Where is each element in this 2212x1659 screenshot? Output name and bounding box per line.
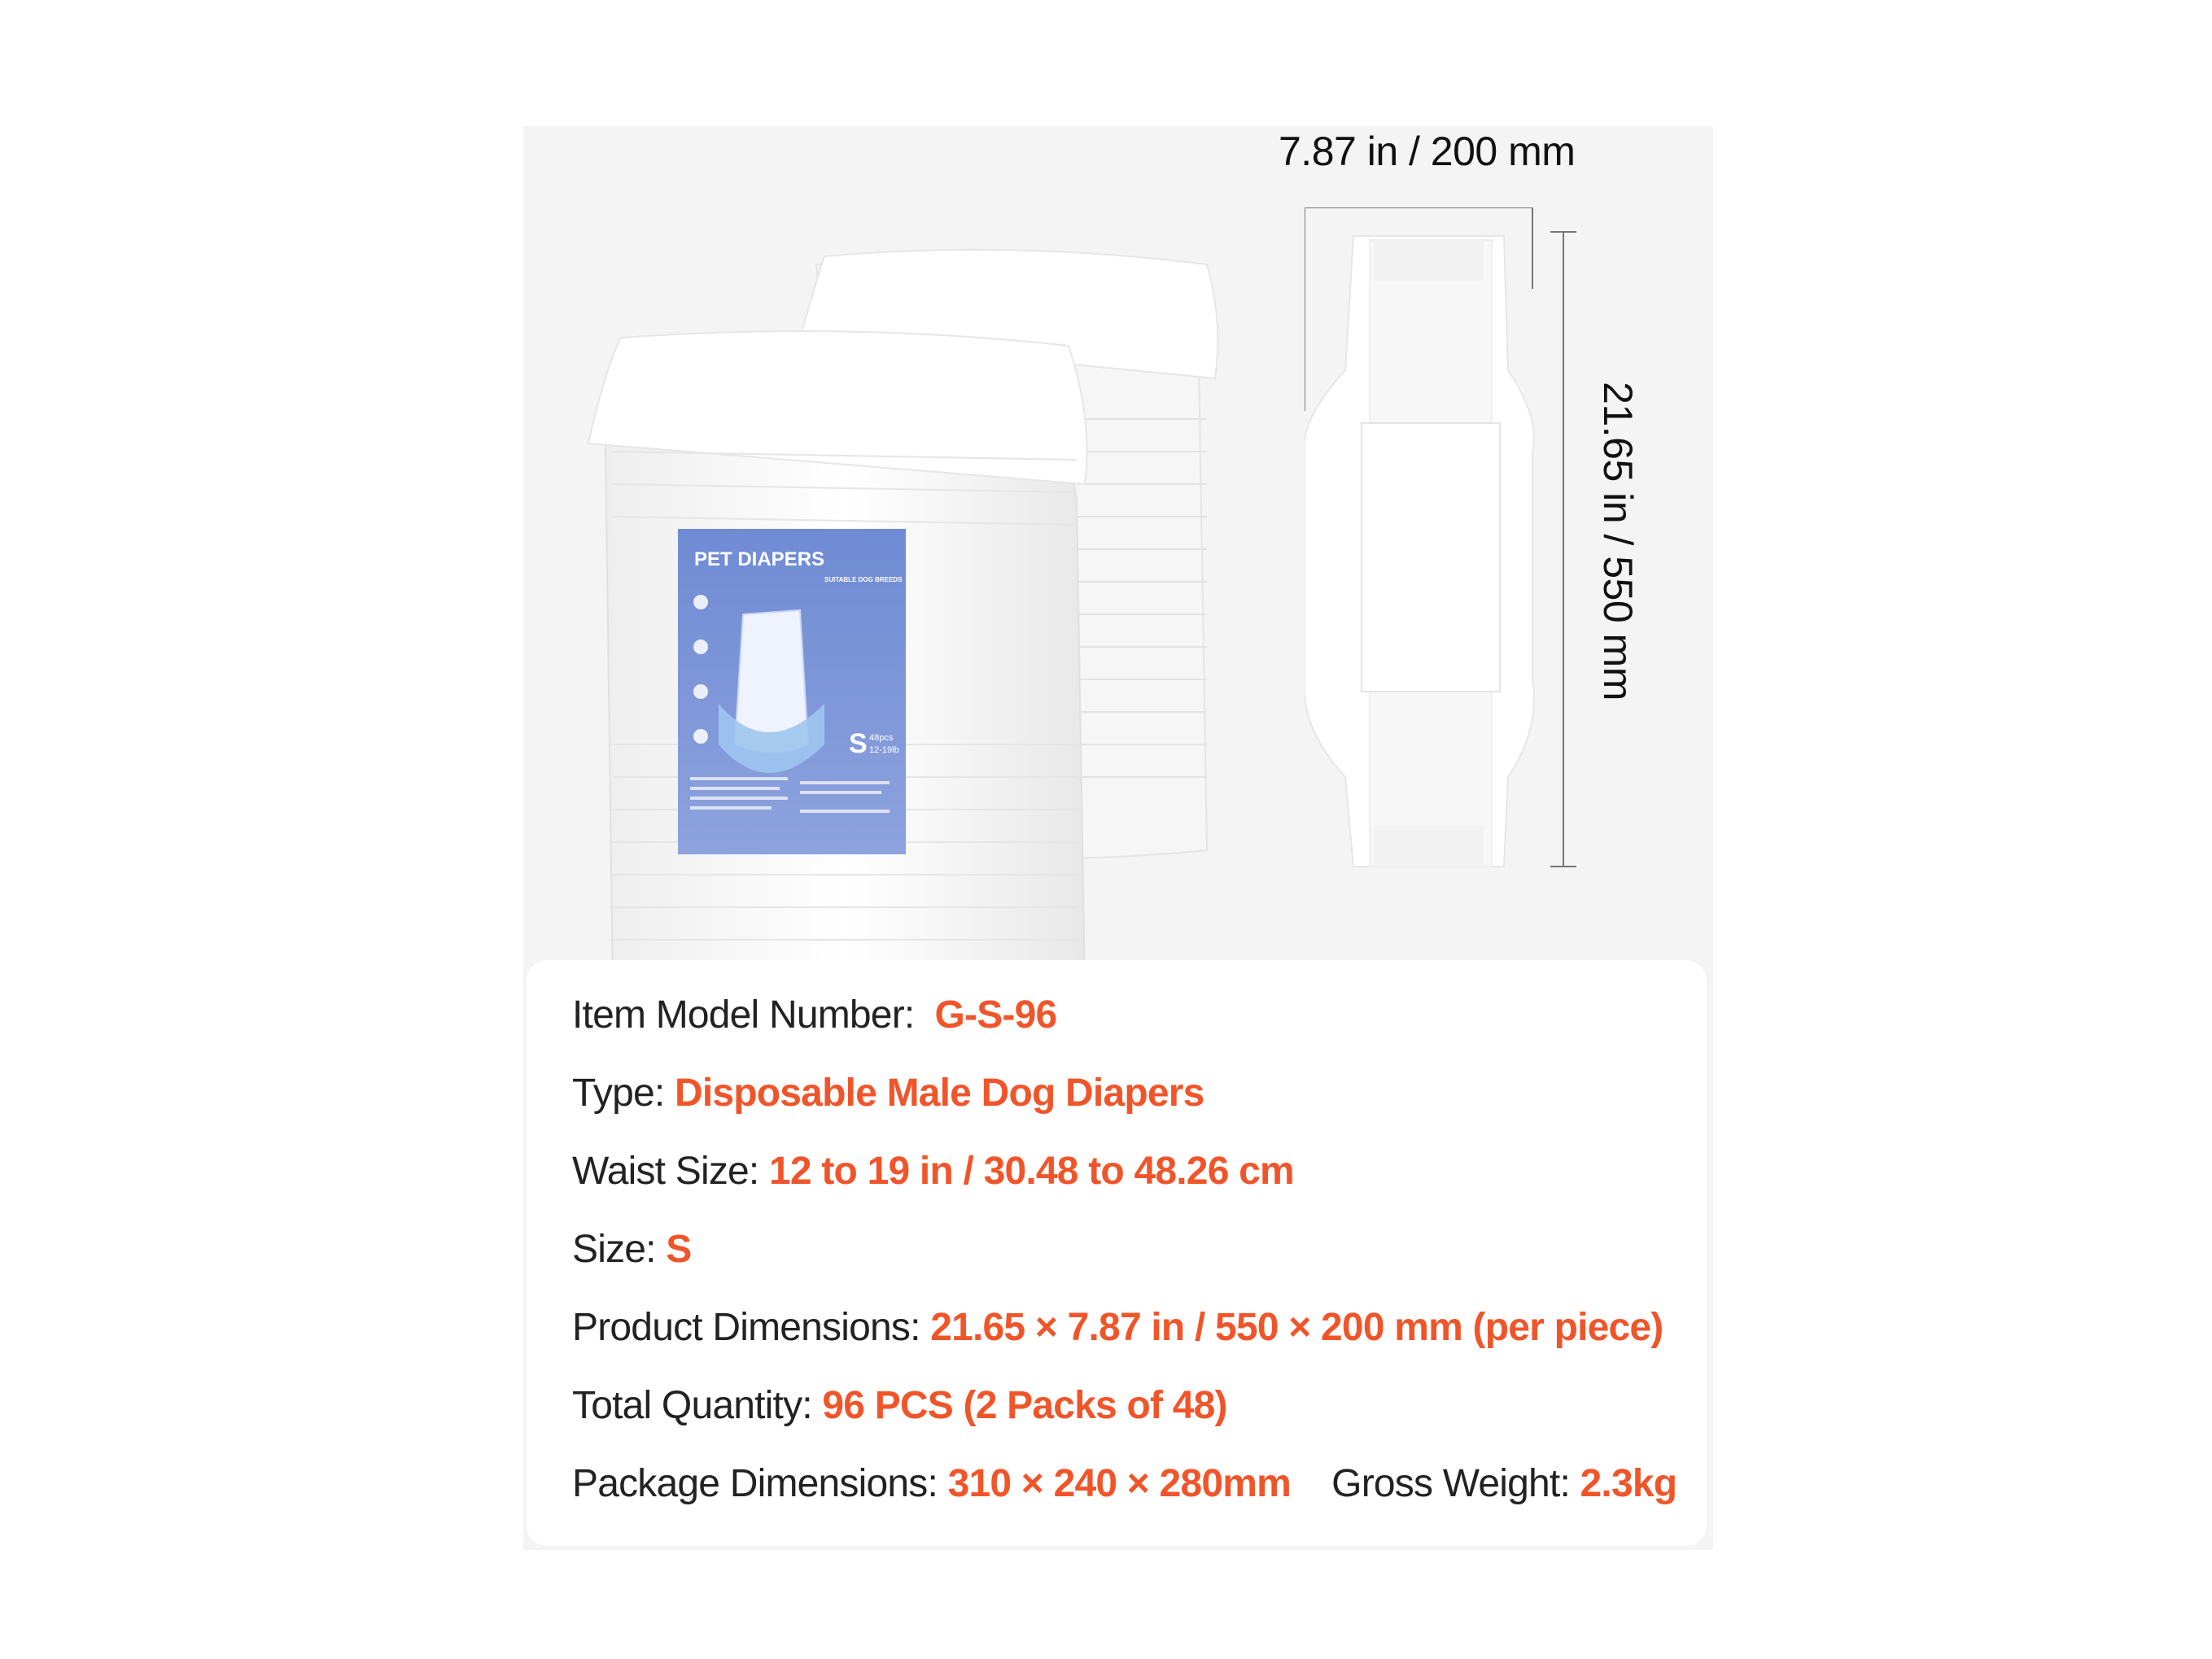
pack-breeds-heading: SUITABLE DOG BREEDS [824,576,903,583]
length-dimension-label: 21.65 in / 550 mm [1595,382,1641,701]
spec-waist [572,1149,1294,1194]
spec-model [572,993,1056,1037]
pack-count: 48pcs [869,733,894,743]
spec-gross-weight-label: Gross Weight: [1331,1462,1570,1505]
spec-gross-weight-value: 2.3kg [1580,1462,1677,1505]
spec-type [572,1071,1204,1115]
spec-model-label: Item Model Number: [572,993,915,1037]
diaper-dimension-diagram [1305,207,1711,1037]
spec-size-label: Size: [572,1228,656,1271]
spec-quantity-value: 96 PCS (2 Packs of 48) [822,1384,1227,1427]
product-card [523,126,1713,1550]
spec-model-value: G-S-96 [934,993,1057,1037]
width-dimension-label: 7.87 in / 200 mm [1279,129,1576,174]
spec-size-value: S [666,1228,692,1271]
spec-quantity-label: Total Quantity: [572,1384,812,1427]
spec-type-label: Type: [572,1072,665,1115]
spec-size [572,1227,691,1272]
front-pack [588,331,1087,1001]
pack-size: S [849,728,868,759]
spec-product-dimensions-label: Product Dimensions: [572,1306,920,1349]
spec-waist-label: Waist Size: [572,1150,759,1193]
spec-product-dimensions [572,1305,1663,1350]
spec-quantity [572,1383,1227,1428]
spec-product-dimensions-value: 21.65 × 7.87 in / 550 × 200 mm (per piece) [930,1306,1663,1349]
pack-title: PET DIAPERS [694,548,825,570]
diaper-packs-image [556,175,1256,1037]
spec-waist-value: 12 to 19 in / 30.48 to 48.26 cm [769,1150,1294,1193]
spec-package-and-weight [572,1461,1676,1506]
length-dimension-line [1550,232,1576,867]
specifications-panel [527,960,1707,1546]
spec-package-dimensions-value: 310 × 240 × 280mm [947,1462,1292,1505]
spec-type-value: Disposable Male Dog Diapers [674,1072,1204,1115]
pack-weight-range: 12-19lb [869,745,899,755]
spec-package-dimensions-label: Package Dimensions: [572,1462,938,1505]
